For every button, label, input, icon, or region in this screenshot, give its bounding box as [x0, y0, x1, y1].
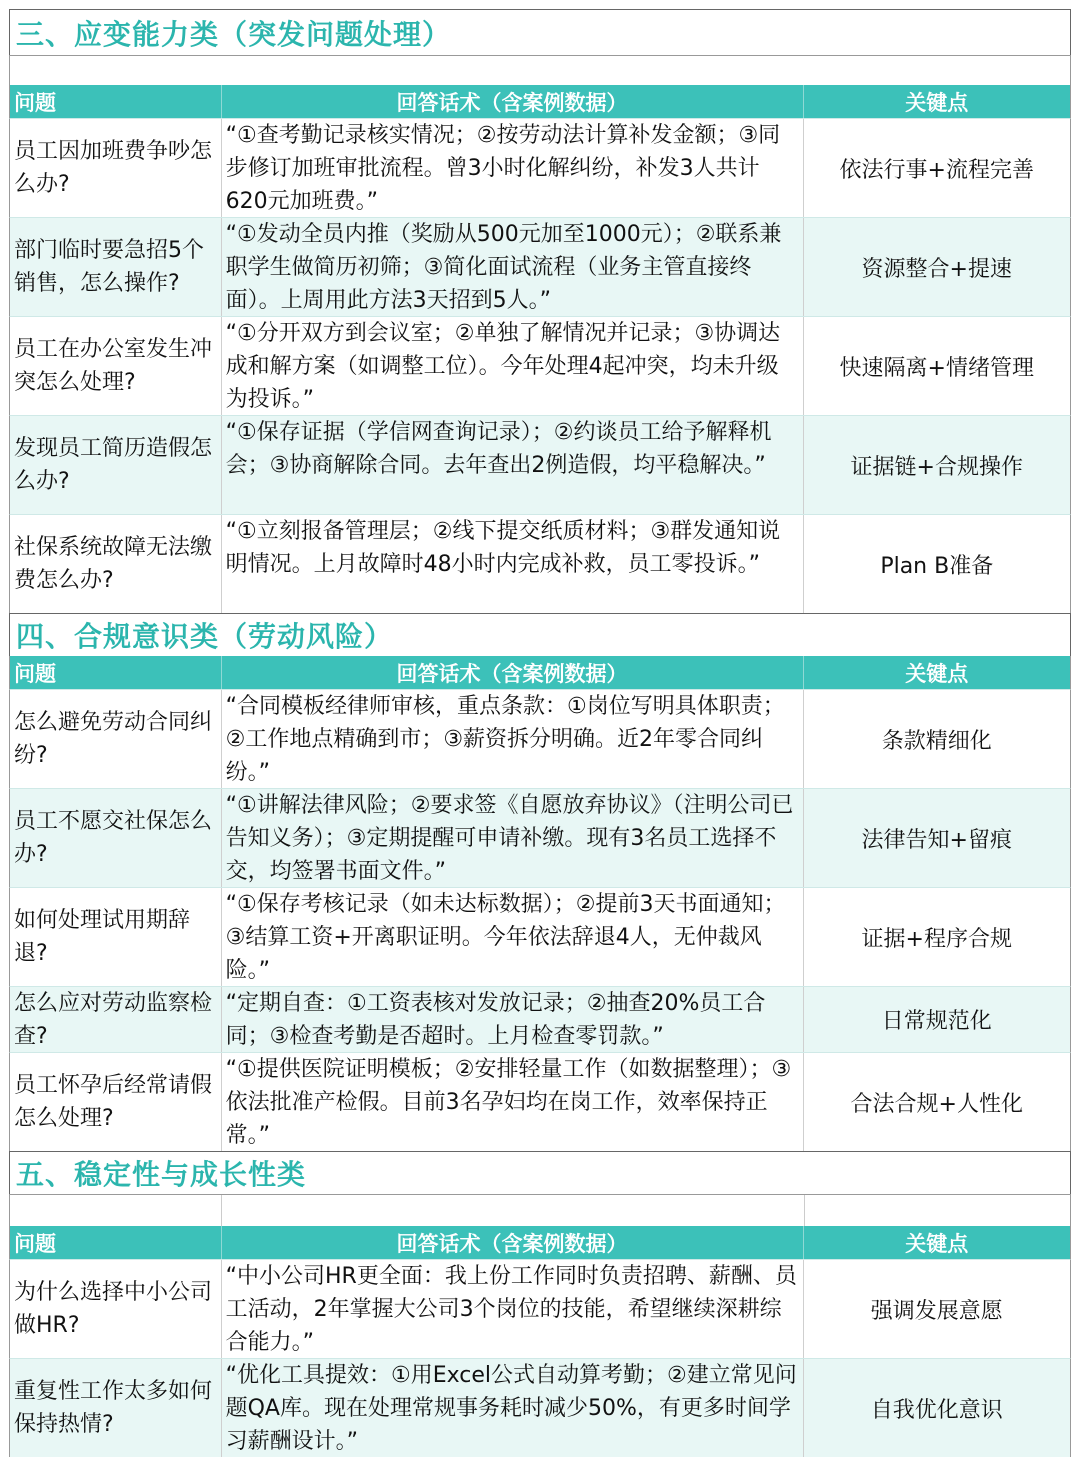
- table-row: [9, 887, 1071, 986]
- question-cell: 怎么应对劳动监察检查?: [10, 987, 222, 1052]
- question-cell: 重复性工作太多如何保持热情?: [10, 1359, 222, 1457]
- keypoint-cell: 条款精细化: [881, 728, 992, 754]
- header-question: 问题: [10, 85, 222, 118]
- table-row: [9, 118, 1071, 217]
- blank-spacer-row: [9, 55, 1071, 85]
- answer-cell: “定期自查：①工资表核对发放记录；②抽查20%员工合同；③检查考勤是否超时。上月检查零罚款。”: [222, 987, 804, 1052]
- question-cell: 社保系统故障无法缴费怎么办?: [10, 515, 222, 613]
- question-cell: 员工怀孕后经常请假怎么处理?: [10, 1053, 222, 1151]
- question-cell: 如何处理试用期辞退?: [10, 888, 222, 986]
- table-row: [9, 1259, 1071, 1358]
- section-title: 四、合规意识类（劳动风险）: [9, 613, 1071, 656]
- keypoint-cell: Plan B准备: [880, 553, 994, 579]
- header-answer: 回答话术（含案例数据）: [222, 1226, 804, 1259]
- header-keypoint: 关键点: [905, 1231, 969, 1256]
- answer-cell: “①讲解法律风险；②要求签《自愿放弃协议》（注明公司已告知义务）；③定期提醒可申请补缴。现有3名员工选择不交，均签署书面文件。”: [222, 789, 804, 887]
- table-row: [9, 514, 1071, 613]
- answer-cell: “①保存证据（学信网查询记录）；②约谈员工给予解释机会；③协商解除合同。去年查出2例造假，均平稳解决。”: [222, 416, 804, 514]
- answer-cell: “优化工具提效：①用Excel公式自动算考勤；②建立常见问题QA库。现在处理常规事务耗时减少50%，有更多时间学习薪酬设计。”: [222, 1359, 804, 1457]
- question-cell: 怎么避免劳动合同纠纷?: [10, 690, 222, 788]
- header-keypoint: 关键点: [905, 90, 969, 115]
- table-header: [9, 85, 1071, 118]
- answer-cell: “①保存考核记录（如未达标数据）；②提前3天书面通知；③结算工资+开离职证明。今年依法辞退4人，无仲裁风险。”: [222, 888, 804, 986]
- keypoint-cell: 合法合规+人性化: [850, 1091, 1023, 1117]
- answer-cell: “①查考勤记录核实情况；②按劳动法计算补发金额；③同步修订加班审批流程。曾3小时化解纠纷，补发3人共计620元加班费。”: [222, 119, 804, 217]
- question-cell: 员工在办公室发生冲突怎么处理?: [10, 317, 222, 415]
- blank-spacer-row: [9, 1194, 1071, 1226]
- header-keypoint: 关键点: [905, 661, 969, 686]
- table-header: [9, 656, 1071, 689]
- section-title: 三、应变能力类（突发问题处理）: [9, 9, 1071, 55]
- keypoint-cell: 日常规范化: [881, 1009, 992, 1034]
- keypoint-cell: 依法行事+流程完善: [839, 157, 1034, 183]
- table-header: [9, 1226, 1071, 1259]
- answer-cell: “①分开双方到会议室；②单独了解情况并记录；③协调达成和解方案（如调整工位）。今年处理4起冲突，均未升级为投诉。”: [222, 317, 804, 415]
- answer-cell: “中小公司HR更全面：我上份工作同时负责招聘、薪酬、员工活动，2年掌握大公司3个岗位的技能，希望继续深耕综合能力。”: [222, 1260, 804, 1358]
- question-cell: 员工因加班费争吵怎么办?: [10, 119, 222, 217]
- keypoint-cell: 证据链+合规操作: [850, 454, 1023, 480]
- table-row: [9, 1052, 1071, 1151]
- header-answer: 回答话术（含案例数据）: [222, 85, 804, 118]
- table-row: [9, 217, 1071, 316]
- table-row: [9, 788, 1071, 887]
- keypoint-cell: 强调发展意愿: [870, 1298, 1003, 1324]
- answer-cell: “①立刻报备管理层；②线下提交纸质材料；③群发通知说明情况。上月故障时48小时内完成补救，员工零投诉。”: [222, 515, 804, 613]
- table-row: [9, 316, 1071, 415]
- table-row: [9, 689, 1071, 788]
- question-cell: 为什么选择中小公司做HR?: [10, 1260, 222, 1358]
- question-cell: 员工不愿交社保怎么办?: [10, 789, 222, 887]
- header-question: 问题: [10, 656, 222, 689]
- header-answer: 回答话术（含案例数据）: [222, 656, 804, 689]
- table-row: [9, 415, 1071, 514]
- keypoint-cell: 自我优化意识: [870, 1397, 1003, 1423]
- question-cell: 部门临时要急招5个销售，怎么操作?: [10, 218, 222, 316]
- keypoint-cell: 快速隔离+情绪管理: [839, 355, 1034, 381]
- answer-cell: “合同模板经律师审核，重点条款：①岗位写明具体职责；②工作地点精确到市；③薪资拆分明确。近2年零合同纠纷。”: [222, 690, 804, 788]
- keypoint-cell: 资源整合+提速: [861, 256, 1012, 282]
- table-row: [9, 986, 1071, 1052]
- question-cell: 发现员工简历造假怎么办?: [10, 416, 222, 514]
- interview-table-sheet: [9, 9, 1071, 1457]
- answer-cell: “①提供医院证明模板；②安排轻量工作（如数据整理）；③依法批准产检假。目前3名孕妇均在岗工作，效率保持正常。”: [222, 1053, 804, 1151]
- keypoint-cell: 法律告知+留痕: [861, 827, 1012, 853]
- table-row: [9, 1358, 1071, 1457]
- section-title: 五、稳定性与成长性类: [9, 1151, 1071, 1194]
- keypoint-cell: 证据+程序合规: [861, 926, 1012, 952]
- header-question: 问题: [10, 1226, 222, 1259]
- answer-cell: “①发动全员内推（奖励从500元加至1000元）；②联系兼职学生做简历初筛；③简化面试流程（业务主管直接终面）。上周用此方法3天招到5人。”: [222, 218, 804, 316]
